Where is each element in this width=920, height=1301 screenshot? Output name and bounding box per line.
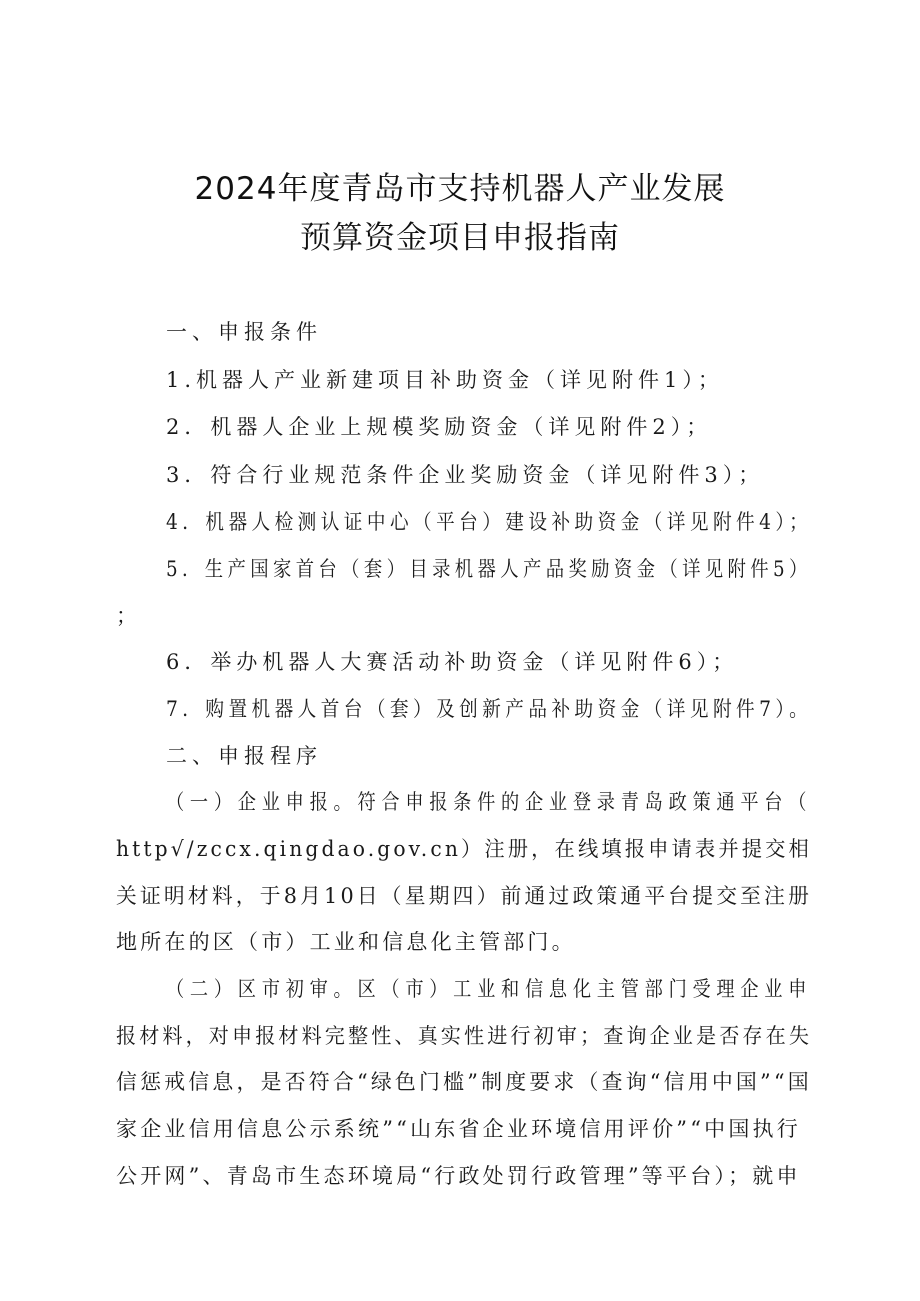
section-heading-procedure: 二、申报程序	[166, 744, 322, 768]
condition-item-3: 3．符合行业规范条件企业奖励资金（详见附件3）；	[166, 463, 765, 487]
procedure-paragraph-1-line-3: 关证明材料，于8月10日（星期四）前通过政策通平台提交至注册	[116, 884, 813, 908]
condition-item-7: 7．购置机器人首台（套）及创新产品补助资金（详见附件7）。	[166, 697, 813, 721]
procedure-paragraph-2-line-3: 信惩戒信息，是否符合“绿色门槛”制度要求（查询“信用中国”“国	[116, 1070, 812, 1094]
procedure-paragraph-2-line-4: 家企业信用信息公示系统”“山东省企业环境信用评价”“中国执行	[116, 1117, 801, 1141]
procedure-paragraph-1-line-2: http√/zccx.qingdao.gov.cn）注册，在线填报申请表并提交相	[116, 837, 812, 861]
procedure-paragraph-1-line-1: （一）企业申报。符合申报条件的企业登录青岛政策通平台（	[166, 790, 813, 814]
procedure-paragraph-1-line-4: 地所在的区（市）工业和信息化主管部门。	[116, 930, 576, 954]
procedure-paragraph-2-line-5: 公开网”、青岛市生态环境局“行政处罚行政管理”等平台）；就申	[116, 1164, 801, 1188]
condition-item-6: 6．举办机器人大赛活动补助资金（详见附件6）；	[166, 650, 739, 674]
procedure-paragraph-2-line-1: （二）区市初审。区（市）工业和信息化主管部门受理企业申	[166, 977, 813, 1001]
document-title-line-1: 2024年度青岛市支持机器人产业发展	[194, 171, 726, 207]
condition-item-1: 1.机器人产业新建项目补助资金（详见附件1）；	[166, 368, 724, 392]
condition-item-4: 4．机器人检测认证中心（平台）建设补助资金（详见附件4）；	[166, 510, 813, 534]
procedure-paragraph-2-line-2: 报材料，对申报材料完整性、真实性进行初审；查询企业是否存在失	[116, 1024, 813, 1048]
condition-item-5-continuation: ；	[116, 604, 137, 628]
condition-item-5: 5．生产国家首台（套）目录机器人产品奖励资金（详见附件5）	[166, 557, 812, 581]
document-title-line-2: 预算资金项目申报指南	[300, 220, 620, 256]
condition-item-2: 2．机器人企业上规模奖励资金（详见附件2）；	[166, 415, 713, 439]
section-heading-conditions: 一、申报条件	[166, 320, 322, 344]
